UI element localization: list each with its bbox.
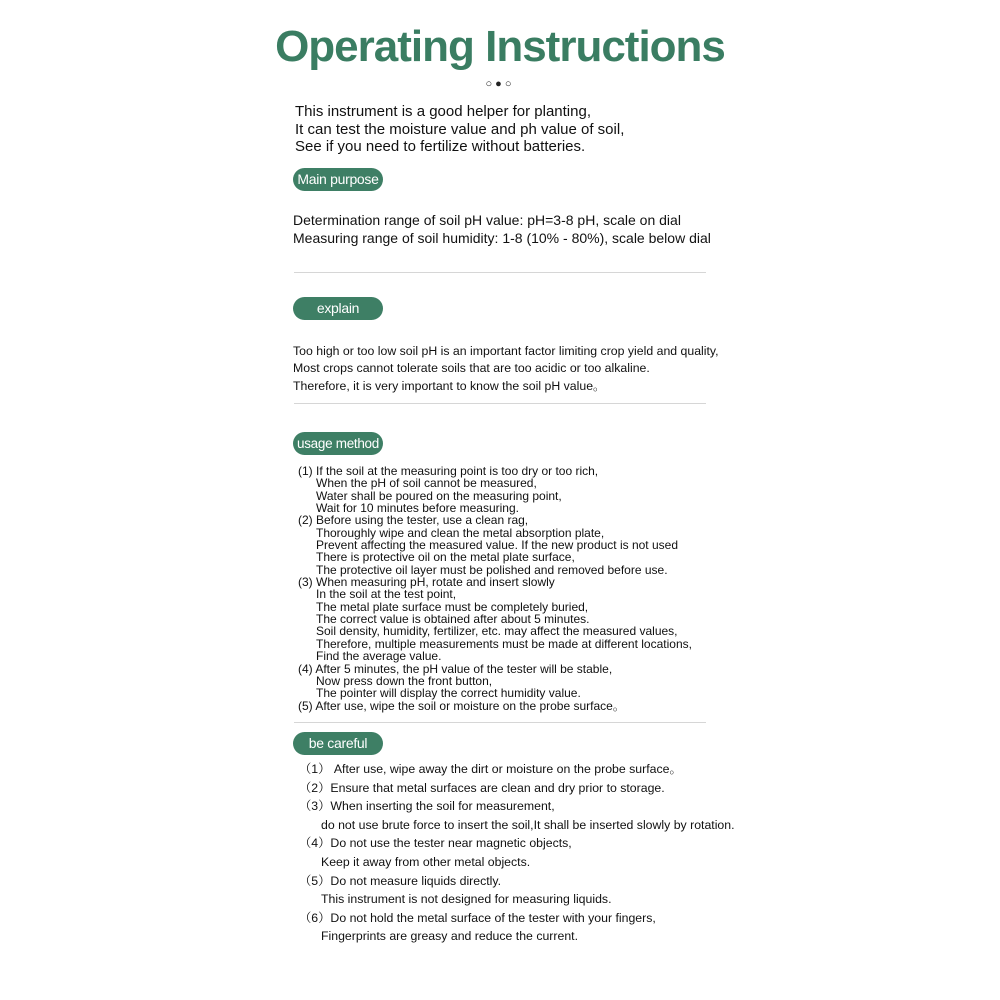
- careful-item: （1） After use, wipe away the dirt or moisture on the probe surface。: [299, 762, 682, 776]
- purpose-line: Measuring range of soil humidity: 1-8 (10% - 80%), scale below dial: [293, 229, 711, 246]
- section-divider: [294, 272, 706, 273]
- explain-text: [293, 343, 719, 395]
- usage-step-detail: Now press down the front button,: [316, 673, 493, 688]
- careful-item: （2）Ensure that metal surfaces are clean and dry prior to storage.: [299, 780, 665, 795]
- intro-line: This instrument is a good helper for planting,: [295, 103, 591, 120]
- usage-step-detail: The protective oil layer must be polished and removed before use.: [316, 562, 668, 577]
- explain-line: Too high or too low soil pH is an important factor limiting crop yield and quality,: [293, 344, 719, 358]
- usage-step-detail: Find the average value.: [316, 649, 442, 664]
- usage-step: (3) When measuring pH, rotate and insert slowly: [298, 575, 555, 590]
- careful-item: （4）Do not use the tester near magnetic objects,: [299, 836, 572, 851]
- usage-step-detail: There is protective oil on the metal plate surface,: [316, 550, 575, 565]
- carousel-dots-indicator: ○●○: [485, 78, 515, 90]
- careful-item: （3）When inserting the soil for measurement,: [299, 799, 555, 814]
- explain-line: Therefore, it is very important to know the soil pH value。: [293, 378, 606, 393]
- usage-step-detail: The pointer will display the correct humidity value.: [316, 686, 581, 701]
- be-careful-heading-badge: be careful: [293, 732, 383, 755]
- usage-step-detail: In the soil at the test point,: [316, 587, 457, 602]
- main-purpose-text: [293, 212, 711, 247]
- usage-step-detail: Soil density, humidity, fertilizer, etc. may affect the measured values,: [316, 624, 678, 639]
- usage-step: (5) After use, wipe the soil or moisture on the probe surface。: [298, 698, 625, 713]
- usage-step-detail: The correct value is obtained after about 5 minutes.: [316, 612, 590, 627]
- usage-step-detail: Water shall be poured on the measuring point,: [316, 488, 562, 503]
- explain-heading-badge: explain: [293, 297, 383, 320]
- explain-line: Most crops cannot tolerate soils that are too acidic or too alkaline.: [293, 361, 650, 376]
- usage-step-detail: When the pH of soil cannot be measured,: [316, 476, 537, 491]
- usage-step-detail: Therefore, multiple measurements must be made at different locations,: [316, 636, 692, 651]
- careful-item: （5）Do not measure liquids directly.: [299, 873, 502, 888]
- be-careful-list: [299, 760, 735, 946]
- main-purpose-heading-badge: Main purpose: [293, 168, 383, 191]
- section-divider: [294, 722, 706, 723]
- usage-step-detail: Prevent affecting the measured value. If the new product is not used: [316, 538, 678, 553]
- careful-item-detail: This instrument is not designed for measuring liquids.: [321, 892, 612, 907]
- usage-step-detail: The metal plate surface must be completely buried,: [316, 599, 589, 614]
- usage-method-heading-badge: usage method: [293, 432, 383, 455]
- careful-item-detail: Keep it away from other metal objects.: [321, 854, 531, 869]
- intro-paragraph: [295, 103, 624, 156]
- careful-item-detail: Fingerprints are greasy and reduce the current.: [321, 929, 579, 944]
- intro-line: It can test the moisture value and ph value of soil,: [295, 120, 625, 138]
- page-title: Operating Instructions: [275, 22, 725, 71]
- section-divider: [294, 403, 706, 404]
- usage-step: (1) If the soil at the measuring point is too dry or too rich,: [298, 464, 599, 478]
- intro-line: See if you need to fertilize without batteries.: [295, 138, 586, 155]
- usage-method-list: [298, 465, 692, 712]
- usage-step-detail: Thoroughly wipe and clean the metal absorption plate,: [316, 525, 605, 540]
- usage-step: (4) After 5 minutes, the pH value of the tester will be stable,: [298, 661, 613, 676]
- careful-item-detail: do not use brute force to insert the soil,It shall be inserted slowly by rotation.: [321, 817, 735, 832]
- purpose-line: Determination range of soil pH value: pH=3-8 pH, scale on dial: [293, 212, 681, 228]
- usage-step-detail: Wait for 10 minutes before measuring.: [316, 501, 519, 516]
- usage-step: (2) Before using the tester, use a clean rag,: [298, 513, 529, 528]
- careful-item: （6）Do not hold the metal surface of the tester with your fingers,: [299, 910, 656, 925]
